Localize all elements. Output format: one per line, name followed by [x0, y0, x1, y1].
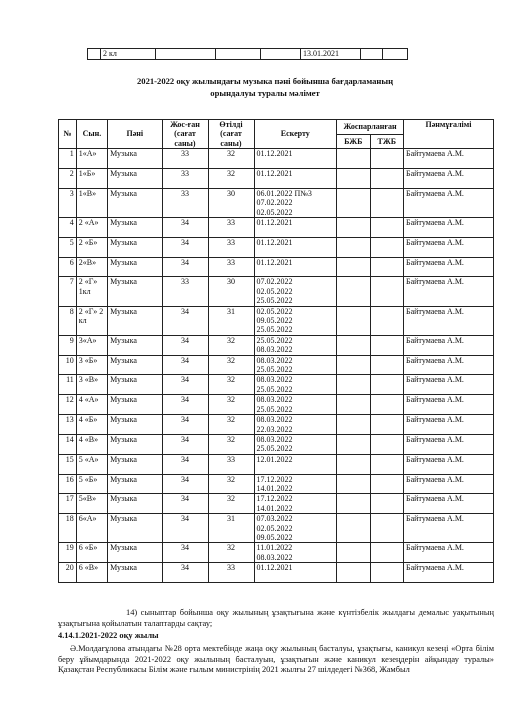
row-class: 4 «А» [76, 395, 107, 415]
row-planned-hours: 33 [162, 188, 208, 217]
row-bzhb [337, 375, 370, 395]
row-tzhb [370, 514, 403, 543]
header-num: № [59, 120, 77, 149]
row-note [254, 494, 337, 514]
row-planned-hours: 34 [162, 395, 208, 415]
table-row [59, 188, 494, 217]
row-number: 2 [59, 169, 77, 189]
row-number: 6 [59, 257, 77, 277]
title-line-1: 2021-2022 оқу жылындағы музыка пәні бойынша бағдарламаның [136, 76, 394, 86]
row-taught-hours: 33 [208, 454, 254, 474]
note-line: 25.05.2022 [256, 325, 293, 335]
header-row-1 [59, 120, 494, 135]
row-teacher: Байтумаева А.М. [404, 434, 494, 454]
row-bzhb [337, 543, 370, 563]
row-class: 6«А» [76, 514, 107, 543]
row-note [254, 237, 337, 257]
row-number: 14 [59, 434, 77, 454]
row-planned-hours: 34 [162, 474, 208, 494]
row-taught-hours: 32 [208, 474, 254, 494]
table-row [59, 395, 494, 415]
row-note [254, 335, 337, 355]
row-class: 4 «В» [76, 434, 107, 454]
row-note [254, 474, 337, 494]
row-tzhb [370, 415, 403, 435]
row-number: 15 [59, 454, 77, 474]
table-row [59, 375, 494, 395]
note-line: 06.01.2022 П№3 [256, 188, 312, 198]
row-planned-hours: 34 [162, 335, 208, 355]
row-planned-hours: 34 [162, 218, 208, 238]
row-number: 8 [59, 306, 77, 335]
row-note [254, 257, 337, 277]
row-teacher: Байтумаева А.М. [404, 188, 494, 217]
note-line: 07.03.2022 [256, 514, 293, 524]
row-bzhb [337, 149, 370, 169]
row-bzhb [337, 494, 370, 514]
row-teacher: Байтумаева А.М. [404, 514, 494, 543]
row-tzhb [370, 149, 403, 169]
table-row [59, 149, 494, 169]
row-class: 3 «Б» [76, 355, 107, 375]
row-bzhb [337, 237, 370, 257]
row-subject: Музыка [108, 474, 162, 494]
row-note [254, 543, 337, 563]
note-line: 02.05.2022 [256, 207, 293, 217]
row-bzhb [337, 169, 370, 189]
program-execution-table [58, 119, 494, 583]
row-tzhb [370, 563, 403, 583]
cell [383, 49, 408, 60]
row-number: 4 [59, 218, 77, 238]
note-line: 01.12.2021 [256, 218, 293, 228]
row-tzhb [370, 395, 403, 415]
row-bzhb [337, 454, 370, 474]
note-line: 25.05.2022 [256, 365, 293, 375]
note-line: 08.03.2022 [256, 375, 293, 385]
row-note [254, 149, 337, 169]
row-note [254, 415, 337, 435]
note-line: 12.01.2022 [256, 454, 293, 464]
header-planned: Жос-ған (сағат саны) [162, 120, 208, 149]
note-line: 01.12.2021 [256, 563, 293, 573]
row-taught-hours: 30 [208, 277, 254, 306]
header-note: Ескерту [254, 120, 337, 149]
row-bzhb [337, 335, 370, 355]
note-line: 25.05.2022 [256, 335, 293, 345]
row-class: 1«А» [76, 149, 107, 169]
row-tzhb [370, 335, 403, 355]
note-line: 07.02.2022 [256, 277, 293, 287]
row-bzhb [337, 355, 370, 375]
row-subject: Музыка [108, 395, 162, 415]
row-subject: Музыка [108, 335, 162, 355]
row-subject: Музыка [108, 237, 162, 257]
row-tzhb [370, 474, 403, 494]
row-planned-hours: 34 [162, 375, 208, 395]
row-teacher: Байтумаева А.М. [404, 169, 494, 189]
row-class: 2«В» [76, 257, 107, 277]
row-taught-hours: 32 [208, 494, 254, 514]
row-teacher: Байтумаева А.М. [404, 335, 494, 355]
row-subject: Музыка [108, 149, 162, 169]
note-line: 08.03.2022 [256, 415, 293, 425]
note-line: 25.05.2022 [256, 404, 293, 414]
table-row [59, 218, 494, 238]
row-subject: Музыка [108, 375, 162, 395]
row-class: 1«В» [76, 188, 107, 217]
row-note [254, 454, 337, 474]
row-taught-hours: 33 [208, 218, 254, 238]
row-bzhb [337, 434, 370, 454]
row-class: 5 «Б» [76, 474, 107, 494]
row-note [254, 218, 337, 238]
row-teacher: Байтумаева А.М. [404, 277, 494, 306]
row-subject: Музыка [108, 169, 162, 189]
row-bzhb [337, 395, 370, 415]
note-line: 08.03.2022 [256, 345, 293, 355]
row-teacher: Байтумаева А.М. [404, 563, 494, 583]
row-teacher: Байтумаева А.М. [404, 474, 494, 494]
row-number: 18 [59, 514, 77, 543]
cell: 2 кл [101, 49, 156, 60]
row-note [254, 563, 337, 583]
row-tzhb [370, 257, 403, 277]
table-row [59, 169, 494, 189]
row-class: 2 «Г» 2 кл [76, 306, 107, 335]
note-line: 01.12.2021 [256, 169, 293, 179]
note-line: 02.05.2022 [256, 286, 293, 296]
table-row [59, 237, 494, 257]
note-line: 01.12.2021 [256, 149, 293, 159]
row-taught-hours: 32 [208, 375, 254, 395]
row-planned-hours: 34 [162, 257, 208, 277]
note-line: 01.12.2021 [256, 257, 293, 267]
row-planned-hours: 34 [162, 514, 208, 543]
row-note [254, 434, 337, 454]
row-tzhb [370, 169, 403, 189]
row-taught-hours: 32 [208, 149, 254, 169]
table-row [59, 335, 494, 355]
row-note [254, 514, 337, 543]
paragraph-school-year: Ә.Молдағұлова атындағы №28 орта мектебінде жаңа оқу жылының басталуы, ұзақтығы, каникул кезеңі «Орта білім беру ұйымдарында 2021-2022 оқу жылының басталуын, ұзақтығын және каникул кезеңдерін айқындау туралы» Қазақстан Республикасы Білім және ғылым министрінің 2021 жылғы 27 шілдедегі №368, Жамбыл [58, 644, 494, 675]
row-bzhb [337, 257, 370, 277]
row-taught-hours: 33 [208, 563, 254, 583]
section-heading: 4.14.1.2021-2022 оқу жылы [58, 631, 159, 640]
header-bzhb: БЖБ [337, 134, 370, 149]
table-row [59, 355, 494, 375]
row-taught-hours: 32 [208, 169, 254, 189]
note-line: 14.01.2022 [256, 483, 293, 493]
row-note [254, 375, 337, 395]
header-planned-group: Жоспарланған [337, 120, 404, 135]
row-planned-hours: 33 [162, 169, 208, 189]
row-bzhb [337, 563, 370, 583]
note-line: 08.03.2022 [256, 434, 293, 444]
table-row [59, 563, 494, 583]
cell: 13.01.2021 [301, 49, 361, 60]
table-row [59, 306, 494, 335]
row-teacher: Байтумаева А.М. [404, 306, 494, 335]
note-line: 14.01.2022 [256, 503, 293, 513]
row-taught-hours: 32 [208, 543, 254, 563]
note-line: 01.12.2021 [256, 237, 293, 247]
row-number: 16 [59, 474, 77, 494]
table-row [59, 494, 494, 514]
row-number: 1 [59, 149, 77, 169]
row-teacher: Байтумаева А.М. [404, 494, 494, 514]
row-planned-hours: 34 [162, 355, 208, 375]
table-row [59, 415, 494, 435]
row-planned-hours: 34 [162, 415, 208, 435]
row-subject: Музыка [108, 454, 162, 474]
row-tzhb [370, 306, 403, 335]
row-subject: Музыка [108, 543, 162, 563]
row-teacher: Байтумаева А.М. [404, 257, 494, 277]
note-line: 25.05.2022 [256, 384, 293, 394]
row-planned-hours: 33 [162, 149, 208, 169]
row-class: 3 «В» [76, 375, 107, 395]
note-line: 17.12.2022 [256, 474, 293, 484]
row-number: 17 [59, 494, 77, 514]
row-class: 5 «А» [76, 454, 107, 474]
row-number: 12 [59, 395, 77, 415]
table-row [59, 543, 494, 563]
row-teacher: Байтумаева А.М. [404, 375, 494, 395]
row-tzhb [370, 218, 403, 238]
row-class: 6 «В» [76, 563, 107, 583]
row-tzhb [370, 543, 403, 563]
row-bzhb [337, 306, 370, 335]
table-row [59, 434, 494, 454]
cell [261, 49, 301, 60]
row-taught-hours: 31 [208, 514, 254, 543]
note-line: 02.05.2022 [256, 523, 293, 533]
note-line: 25.05.2022 [256, 444, 293, 454]
top-fragment-table [87, 48, 408, 60]
document-title [60, 75, 470, 99]
header-teacher: Пәнмұғалімі [404, 120, 494, 149]
row-taught-hours: 33 [208, 257, 254, 277]
row-class: 5«В» [76, 494, 107, 514]
note-line: 17.12.2022 [256, 494, 293, 504]
row-planned-hours: 34 [162, 237, 208, 257]
cell [361, 49, 383, 60]
row-planned-hours: 34 [162, 494, 208, 514]
row-teacher: Байтумаева А.М. [404, 454, 494, 474]
row-note [254, 306, 337, 335]
header-taught: Өтілді (сағат саны) [208, 120, 254, 149]
row-number: 3 [59, 188, 77, 217]
row-tzhb [370, 454, 403, 474]
row-planned-hours: 33 [162, 277, 208, 306]
note-line: 08.03.2022 [256, 395, 293, 405]
row-subject: Музыка [108, 277, 162, 306]
row-teacher: Байтумаева А.М. [404, 149, 494, 169]
row-teacher: Байтумаева А.М. [404, 218, 494, 238]
row-number: 7 [59, 277, 77, 306]
row-bzhb [337, 277, 370, 306]
row-subject: Музыка [108, 257, 162, 277]
paragraph-requirements: 14) сыныптар бойынша оқу жылының ұзақтығына және күнтізбелік жылдағы демалыс уақытының ұзақтығына қойылатын талаптарды сақтау; [58, 608, 494, 628]
note-line: 08.03.2022 [256, 355, 293, 365]
header-class: Сын. [76, 120, 107, 149]
row-taught-hours: 33 [208, 237, 254, 257]
row-teacher: Байтумаева А.М. [404, 355, 494, 375]
cell [216, 49, 261, 60]
note-line: 09.05.2022 [256, 316, 293, 326]
row-number: 11 [59, 375, 77, 395]
row-taught-hours: 30 [208, 188, 254, 217]
row-subject: Музыка [108, 563, 162, 583]
row-planned-hours: 34 [162, 543, 208, 563]
row-class: 2 «Г» 1кл [76, 277, 107, 306]
table-row [59, 454, 494, 474]
row-teacher: Байтумаева А.М. [404, 395, 494, 415]
row-taught-hours: 32 [208, 355, 254, 375]
row-tzhb [370, 375, 403, 395]
row-subject: Музыка [108, 514, 162, 543]
note-line: 11.01.2022 [256, 543, 293, 553]
row-number: 5 [59, 237, 77, 257]
row-planned-hours: 34 [162, 563, 208, 583]
row-class: 1«Б» [76, 169, 107, 189]
row-note [254, 188, 337, 217]
table-body [59, 149, 494, 583]
row-note [254, 169, 337, 189]
note-line: 07.02.2022 [256, 198, 293, 208]
row-taught-hours: 31 [208, 306, 254, 335]
table-row [59, 257, 494, 277]
row-subject: Музыка [108, 355, 162, 375]
row-tzhb [370, 355, 403, 375]
row-tzhb [370, 237, 403, 257]
row-taught-hours: 32 [208, 395, 254, 415]
row-number: 10 [59, 355, 77, 375]
row-teacher: Байтумаева А.М. [404, 543, 494, 563]
note-line: 25.05.2022 [256, 296, 293, 306]
row-class: 2 «А» [76, 218, 107, 238]
row-bzhb [337, 474, 370, 494]
note-line: 22.03.2022 [256, 424, 293, 434]
row-subject: Музыка [108, 188, 162, 217]
row-subject: Музыка [108, 494, 162, 514]
row-note [254, 395, 337, 415]
row-note [254, 277, 337, 306]
row-number: 9 [59, 335, 77, 355]
header-subject: Пәні [108, 120, 162, 149]
row-tzhb [370, 188, 403, 217]
row-class: 4 «Б» [76, 415, 107, 435]
row-taught-hours: 32 [208, 335, 254, 355]
row-bzhb [337, 514, 370, 543]
row-tzhb [370, 494, 403, 514]
title-line-2: орындалуы туралы мәлімет [210, 88, 320, 98]
row-subject: Музыка [108, 415, 162, 435]
table-row [59, 277, 494, 306]
row-number: 20 [59, 563, 77, 583]
table-row [59, 474, 494, 494]
table-row [59, 514, 494, 543]
row-subject: Музыка [108, 434, 162, 454]
row-subject: Музыка [108, 218, 162, 238]
row-bzhb [337, 218, 370, 238]
top-fragment-row [88, 49, 408, 60]
row-teacher: Байтумаева А.М. [404, 237, 494, 257]
note-line: 09.05.2022 [256, 532, 293, 542]
cell [156, 49, 216, 60]
row-teacher: Байтумаева А.М. [404, 415, 494, 435]
note-line: 02.05.2022 [256, 306, 293, 316]
row-number: 19 [59, 543, 77, 563]
row-taught-hours: 32 [208, 434, 254, 454]
row-planned-hours: 34 [162, 434, 208, 454]
row-tzhb [370, 434, 403, 454]
row-bzhb [337, 415, 370, 435]
row-class: 2 «Б» [76, 237, 107, 257]
row-planned-hours: 34 [162, 306, 208, 335]
row-class: 6 «Б» [76, 543, 107, 563]
row-taught-hours: 32 [208, 415, 254, 435]
row-bzhb [337, 188, 370, 217]
row-class: 3«А» [76, 335, 107, 355]
row-number: 13 [59, 415, 77, 435]
header-tzhb: ТЖБ [370, 134, 403, 149]
row-subject: Музыка [108, 306, 162, 335]
cell [88, 49, 101, 60]
note-line: 08.03.2022 [256, 552, 293, 562]
row-note [254, 355, 337, 375]
row-tzhb [370, 277, 403, 306]
row-planned-hours: 34 [162, 454, 208, 474]
